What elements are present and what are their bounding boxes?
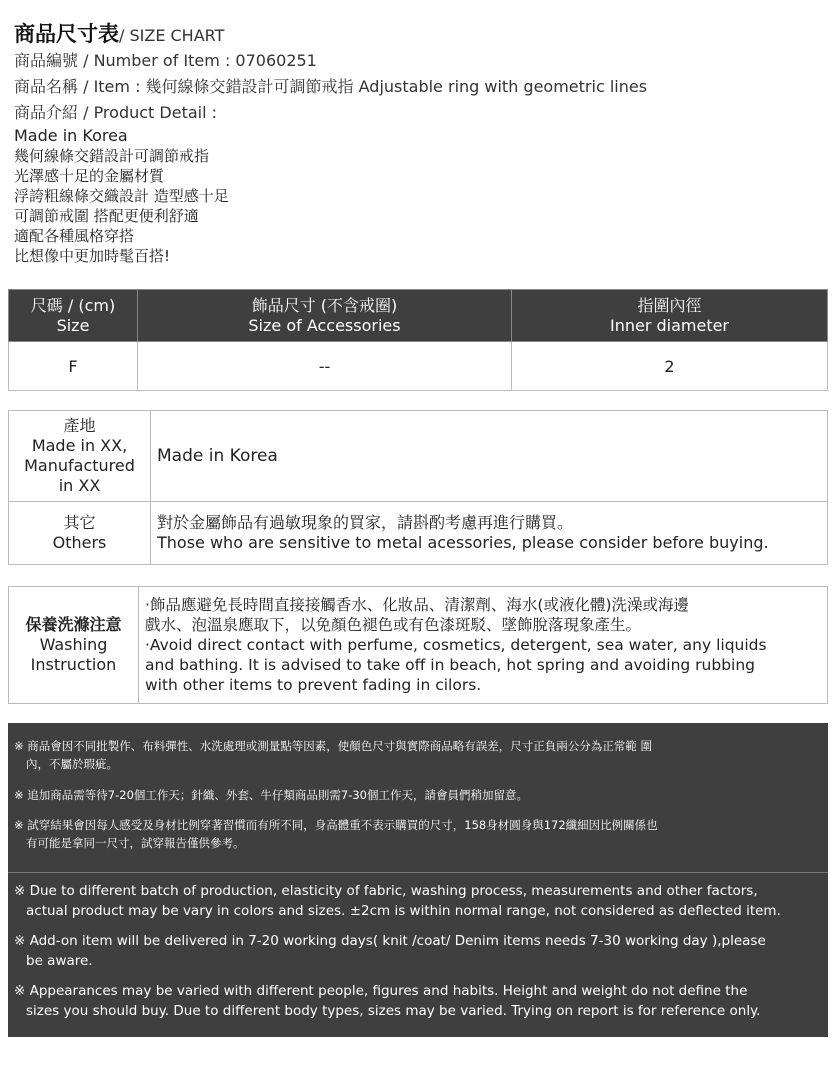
care-label [9,587,139,704]
note-en-3 [14,981,760,1021]
others-label-en: Others [52,533,107,552]
page-title [14,20,829,48]
care-row [9,587,828,704]
detail-line: 浮誇粗線條交織設計 造型感十足 [14,187,229,205]
size-table [8,289,828,391]
note-en-1 [14,881,781,921]
note-cn-3 [14,816,658,852]
care-label-en2: Instruction [30,655,117,674]
note-en-2-line2: be aware. [26,953,93,969]
origin-value: Made in Korea [151,411,828,502]
care-line: ·飾品應避免長時間直接接觸香水、化妝品、清潔劑、海水(或液化體)洗澡或海邊 [145,596,690,614]
care-label-en1: Washing [39,635,108,654]
detail-label: 商品介紹 / Product Detail : [14,103,218,122]
detail-line: 幾何線條交錯設計可調節戒指 [14,147,210,165]
header-diameter-en: Inner diameter [609,315,730,335]
note-en-1-line2: actual product may be vary in colors and sizes. ±2cm is within normal range, not considered as deflected item. [26,903,781,919]
note-cn-2-line1: ※ 追加商品需等待7-20個工作天；針織、外套、牛仔類商品則需7-30個工作天，請會員們稍加留意。 [14,788,528,802]
product-detail-list [14,126,829,266]
care-value [139,587,828,704]
note-cn-3-line1: ※ 試穿結果會因每人感受及身材比例穿著習慣而有所不同，身高體重不表示購買的尺寸，158身材圓身與172纖細因比例關係也 [14,818,658,832]
product-header [14,20,829,266]
note-en-3-line2: sizes you should buy. Due to different body types, sizes may be varied. Trying on report is for reference only. [26,1003,761,1019]
header-accessory-en: Size of Accessories [248,315,401,335]
others-row [9,502,828,565]
title-en: / SIZE CHART [119,26,225,45]
care-table [8,586,828,704]
header-size-cn: 尺碼 / (cm) [30,295,116,315]
cell-accessory-size: -- [138,342,512,391]
header-size-en: Size [56,315,90,335]
others-value [151,502,828,565]
note-cn-3-line2: 有可能是拿同一尺寸，試穿報告僅供參考。 [26,836,245,850]
origin-label-en3: in XX [58,476,101,495]
note-cn-1-line2: 內，不屬於瑕疵。 [26,757,118,771]
care-label-cn: 保養洗滌注意 [25,615,122,634]
care-line: with other items to prevent fading in cilors. [145,676,482,694]
others-en: Those who are sensitive to metal acessories, please consider before buying. [157,533,769,552]
detail-line: 適配各種風格穿搭 [14,227,135,245]
size-table-header-row [9,290,828,342]
detail-line: Made in Korea [14,126,128,145]
note-en-1-line1: ※ Due to different batch of production, elasticity of fabric, washing process, measurements and other factors, [14,883,758,899]
detail-line: 光澤感十足的金屬材質 [14,167,165,185]
title-cn: 商品尺寸表 [14,22,119,46]
detail-line: 可調節戒圍 搭配更便利舒適 [14,207,199,225]
cell-inner-diameter: 2 [512,342,828,391]
header-inner-diameter [512,290,828,342]
origin-label-en1: Made in XX, [31,436,128,455]
others-label [9,502,151,565]
note-cn-1 [14,737,652,773]
header-diameter-cn: 指圍內徑 [637,295,702,315]
care-line: and bathing. It is advised to take off in beach, hot spring and avoiding rubbing [145,656,756,674]
notes-divider [8,872,828,873]
note-en-2-line1: ※ Add-on item will be delivered in 7-20 working days( knit /coat/ Denim items needs 7-30 working day ),please [14,933,766,949]
note-cn-2 [14,786,528,804]
item-number: 商品編號 / Number of Item : 07060251 [14,51,317,70]
note-en-3-line1: ※ Appearances may be varied with different people, figures and habits. Height and weight do not define the [14,983,748,999]
note-en-2 [14,931,766,971]
header-size [9,290,138,342]
table-row [9,342,828,391]
header-accessory-size [138,290,512,342]
header-accessory-cn: 飾品尺寸 (不含戒圈) [251,295,398,315]
origin-label-cn: 產地 [63,416,96,435]
cell-size: F [9,342,138,391]
care-line: ·Avoid direct contact with perfume, cosmetics, detergent, sea water, any liquids [145,636,767,654]
others-label-cn: 其它 [63,513,96,532]
notes-panel [8,723,828,1037]
care-line: 戲水、泡溫泉應取下，以免顏色褪色或有色漆斑駁、墜飾脫落現象產生。 [145,616,642,634]
note-cn-1-line1: ※ 商品會因不同批製作、布料彈性、水洗處理或測量點等因素，使顏色尺寸與實際商品略有誤差，尺寸正負兩公分為正常範 圍 [14,739,652,753]
origin-label-en2: Manufactured [24,456,135,475]
info-table [8,410,828,565]
origin-label [9,411,151,502]
item-name: 商品名稱 / Item : 幾何線條交錯設計可調節戒指 Adjustable ring with geometric lines [14,77,648,96]
origin-row [9,411,828,502]
others-cn: 對於金屬飾品有過敏現象的買家，請斟酌考慮再進行購買。 [157,513,574,532]
detail-line: 比想像中更加時髦百搭! [14,247,171,265]
